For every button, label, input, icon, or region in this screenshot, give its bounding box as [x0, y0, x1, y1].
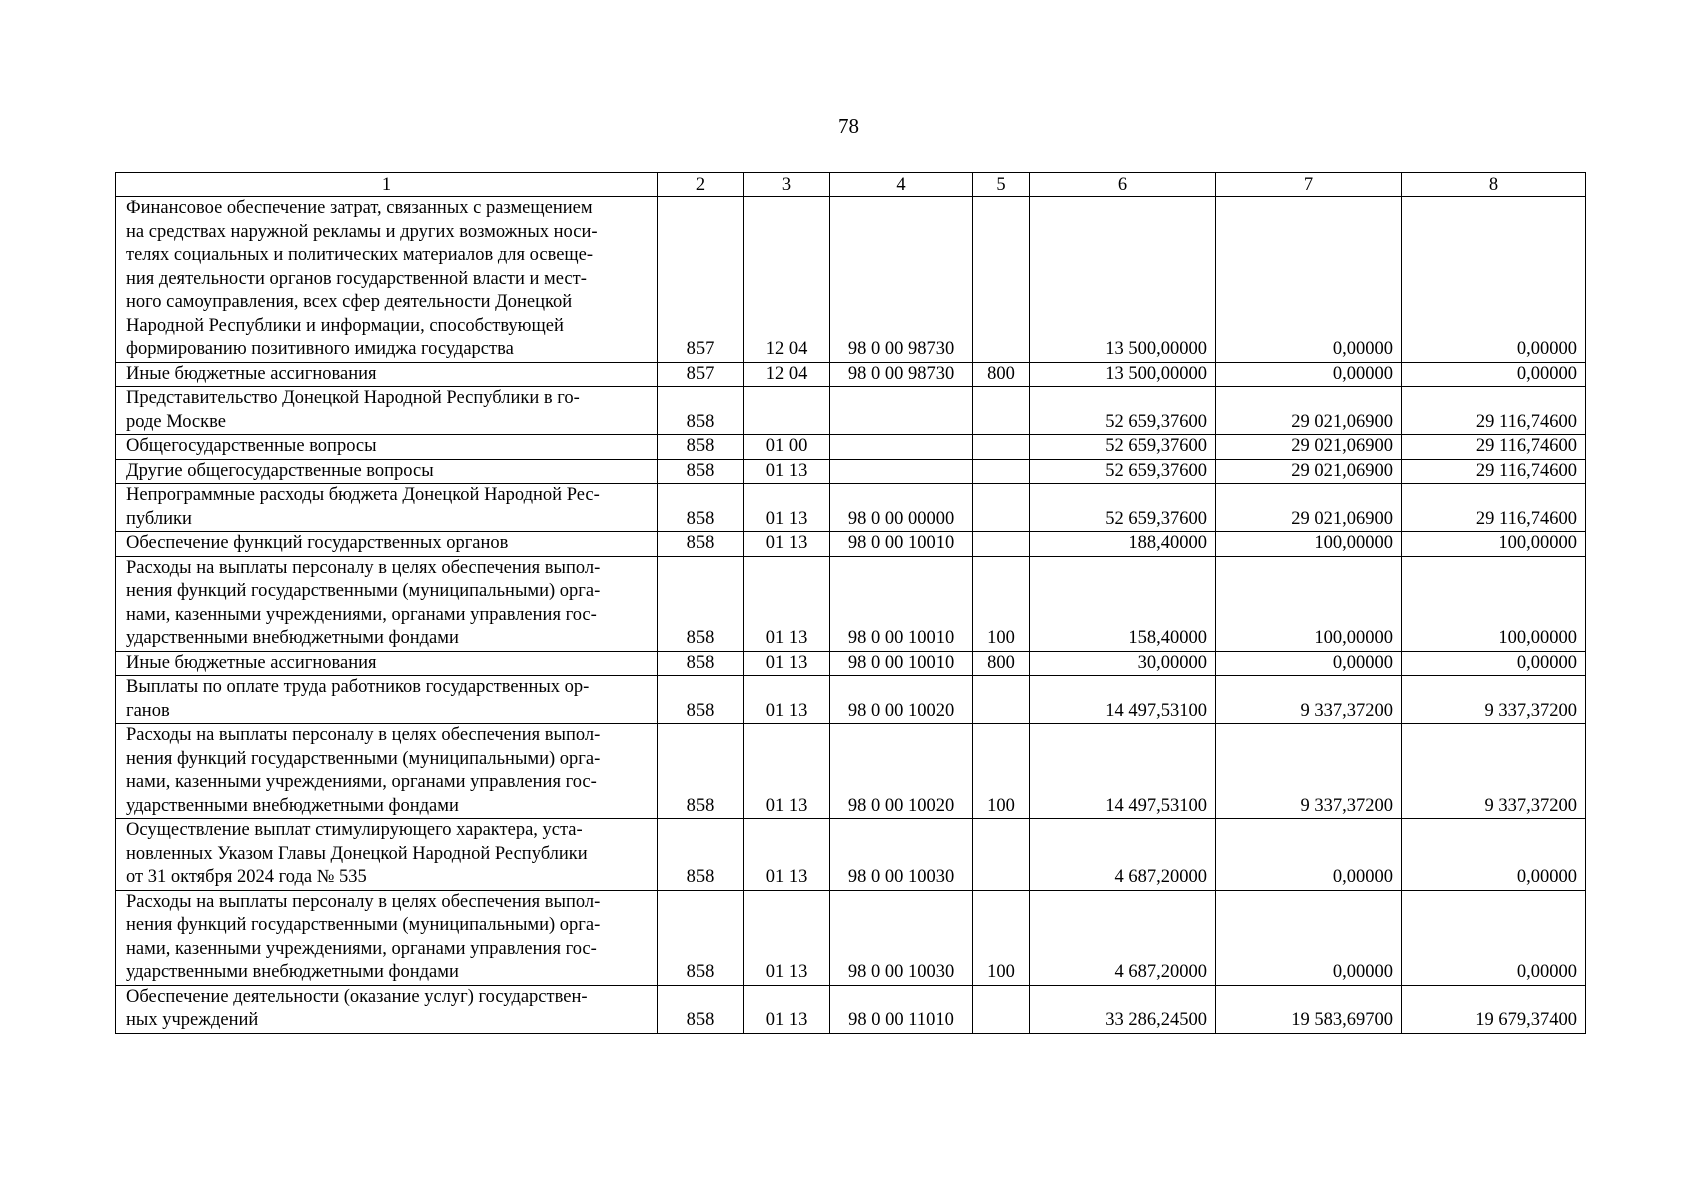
column-header: 5: [973, 173, 1030, 197]
section-code-cell: 01 13: [744, 890, 830, 985]
amount-col6-cell: 13 500,00000: [1030, 197, 1216, 363]
amount-col7-cell: 9 337,37200: [1216, 676, 1402, 724]
amount-col8-cell: 19 679,37400: [1402, 985, 1586, 1033]
target-article-cell: [830, 387, 973, 435]
table-row: [116, 387, 1586, 435]
expense-name-cell: Осуществление выплат стимулирующего характера, уста- новленных Указом Главы Донецкой Народной Республики от 31 октября 2024 года № 535: [116, 819, 658, 891]
amount-col8-cell: 0,00000: [1402, 197, 1586, 363]
table-row: [116, 985, 1586, 1033]
expense-name-cell: Другие общегосударственные вопросы: [116, 459, 658, 484]
expense-type-cell: 100: [973, 724, 1030, 819]
amount-col7-cell: 0,00000: [1216, 651, 1402, 676]
amount-col6-cell: 14 497,53100: [1030, 676, 1216, 724]
column-header: 4: [830, 173, 973, 197]
target-article-cell: 98 0 00 10030: [830, 890, 973, 985]
ministry-code-cell: 858: [658, 819, 744, 891]
amount-col7-cell: 29 021,06900: [1216, 435, 1402, 460]
expense-type-cell: [973, 435, 1030, 460]
target-article-cell: 98 0 00 10030: [830, 819, 973, 891]
expense-type-cell: 100: [973, 556, 1030, 651]
ministry-code-cell: 858: [658, 556, 744, 651]
ministry-code-cell: 857: [658, 362, 744, 387]
amount-col8-cell: 0,00000: [1402, 651, 1586, 676]
amount-col8-cell: 9 337,37200: [1402, 676, 1586, 724]
ministry-code-cell: 858: [658, 435, 744, 460]
amount-col7-cell: 9 337,37200: [1216, 724, 1402, 819]
expense-type-cell: [973, 532, 1030, 557]
table-row: [116, 890, 1586, 985]
expense-type-cell: [973, 197, 1030, 363]
section-code-cell: 01 13: [744, 556, 830, 651]
target-article-cell: 98 0 00 10020: [830, 724, 973, 819]
amount-col7-cell: 29 021,06900: [1216, 484, 1402, 532]
amount-col7-cell: 100,00000: [1216, 532, 1402, 557]
amount-col6-cell: 30,00000: [1030, 651, 1216, 676]
amount-col8-cell: 100,00000: [1402, 532, 1586, 557]
column-header: 6: [1030, 173, 1216, 197]
amount-col6-cell: 14 497,53100: [1030, 724, 1216, 819]
section-code-cell: 01 13: [744, 985, 830, 1033]
target-article-cell: 98 0 00 10020: [830, 676, 973, 724]
amount-col6-cell: 52 659,37600: [1030, 387, 1216, 435]
amount-col8-cell: 29 116,74600: [1402, 435, 1586, 460]
table-row: [116, 819, 1586, 891]
expense-type-cell: 100: [973, 890, 1030, 985]
amount-col8-cell: 0,00000: [1402, 819, 1586, 891]
amount-col7-cell: 0,00000: [1216, 819, 1402, 891]
section-code-cell: 01 00: [744, 435, 830, 460]
ministry-code-cell: 857: [658, 197, 744, 363]
target-article-cell: 98 0 00 98730: [830, 197, 973, 363]
table-row: [116, 362, 1586, 387]
target-article-cell: 98 0 00 11010: [830, 985, 973, 1033]
target-article-cell: 98 0 00 10010: [830, 556, 973, 651]
amount-col6-cell: 52 659,37600: [1030, 435, 1216, 460]
column-header: 1: [116, 173, 658, 197]
expense-type-cell: [973, 985, 1030, 1033]
amount-col7-cell: 100,00000: [1216, 556, 1402, 651]
expense-name-cell: Представительство Донецкой Народной Республики в го- роде Москве: [116, 387, 658, 435]
amount-col6-cell: 4 687,20000: [1030, 819, 1216, 891]
expense-name-cell: Непрограммные расходы бюджета Донецкой Народной Рес- публики: [116, 484, 658, 532]
table-row: [116, 484, 1586, 532]
ministry-code-cell: 858: [658, 890, 744, 985]
amount-col7-cell: 0,00000: [1216, 197, 1402, 363]
ministry-code-cell: 858: [658, 532, 744, 557]
expense-type-cell: 800: [973, 362, 1030, 387]
amount-col8-cell: 9 337,37200: [1402, 724, 1586, 819]
amount-col8-cell: 100,00000: [1402, 556, 1586, 651]
target-article-cell: 98 0 00 10010: [830, 651, 973, 676]
amount-col7-cell: 29 021,06900: [1216, 459, 1402, 484]
target-article-cell: 98 0 00 10010: [830, 532, 973, 557]
ministry-code-cell: 858: [658, 459, 744, 484]
amount-col6-cell: 52 659,37600: [1030, 484, 1216, 532]
table-row: [116, 532, 1586, 557]
expense-type-cell: [973, 484, 1030, 532]
header-row: [116, 173, 1586, 197]
section-code-cell: 01 13: [744, 459, 830, 484]
target-article-cell: [830, 435, 973, 460]
amount-col7-cell: 0,00000: [1216, 890, 1402, 985]
table-row: [116, 197, 1586, 363]
target-article-cell: 98 0 00 00000: [830, 484, 973, 532]
expense-name-cell: Обеспечение деятельности (оказание услуг) государствен- ных учреждений: [116, 985, 658, 1033]
expense-type-cell: [973, 387, 1030, 435]
expense-name-cell: Расходы на выплаты персоналу в целях обеспечения выпол- нения функций государственными (муниципальными) орга- нами, казенными учреждениями, органами управления гос- ударственными внебюджетными фондами: [116, 890, 658, 985]
expense-type-cell: 800: [973, 651, 1030, 676]
amount-col6-cell: 33 286,24500: [1030, 985, 1216, 1033]
table-row: [116, 556, 1586, 651]
ministry-code-cell: 858: [658, 387, 744, 435]
amount-col8-cell: 29 116,74600: [1402, 459, 1586, 484]
section-code-cell: 01 13: [744, 651, 830, 676]
expense-name-cell: Иные бюджетные ассигнования: [116, 651, 658, 676]
amount-col7-cell: 29 021,06900: [1216, 387, 1402, 435]
section-code-cell: [744, 387, 830, 435]
ministry-code-cell: 858: [658, 985, 744, 1033]
table-row: [116, 435, 1586, 460]
amount-col6-cell: 52 659,37600: [1030, 459, 1216, 484]
column-header: 2: [658, 173, 744, 197]
section-code-cell: 01 13: [744, 676, 830, 724]
expense-name-cell: Обеспечение функций государственных органов: [116, 532, 658, 557]
expense-name-cell: Финансовое обеспечение затрат, связанных с размещением на средствах наружной рекламы и других возможных носи- телях социальных и политических материалов для освеще- ния деятельности органов государственной власти и мест- ного самоуправления, всех сфер деятельности Донецкой Народной Республики и информации, способствующей формированию позитивного имиджа государства: [116, 197, 658, 363]
expense-name-cell: Выплаты по оплате труда работников государственных ор- ганов: [116, 676, 658, 724]
section-code-cell: 01 13: [744, 484, 830, 532]
ministry-code-cell: 858: [658, 724, 744, 819]
expense-name-cell: Иные бюджетные ассигнования: [116, 362, 658, 387]
amount-col7-cell: 19 583,69700: [1216, 985, 1402, 1033]
page-number: 78: [838, 114, 859, 138]
budget-table: [115, 172, 1586, 1034]
table-row: [116, 651, 1586, 676]
table-row: [116, 676, 1586, 724]
amount-col6-cell: 188,40000: [1030, 532, 1216, 557]
expense-type-cell: [973, 819, 1030, 891]
amount-col8-cell: 29 116,74600: [1402, 484, 1586, 532]
section-code-cell: 12 04: [744, 197, 830, 363]
amount-col7-cell: 0,00000: [1216, 362, 1402, 387]
expense-name-cell: Расходы на выплаты персоналу в целях обеспечения выпол- нения функций государственными (муниципальными) орга- нами, казенными учреждениями, органами управления гос- ударственными внебюджетными фондами: [116, 556, 658, 651]
ministry-code-cell: 858: [658, 484, 744, 532]
table-row: [116, 724, 1586, 819]
column-header: 8: [1402, 173, 1586, 197]
amount-col6-cell: 13 500,00000: [1030, 362, 1216, 387]
expense-type-cell: [973, 459, 1030, 484]
amount-col6-cell: 158,40000: [1030, 556, 1216, 651]
amount-col8-cell: 0,00000: [1402, 890, 1586, 985]
section-code-cell: 01 13: [744, 819, 830, 891]
ministry-code-cell: 858: [658, 676, 744, 724]
amount-col8-cell: 29 116,74600: [1402, 387, 1586, 435]
ministry-code-cell: 858: [658, 651, 744, 676]
amount-col8-cell: 0,00000: [1402, 362, 1586, 387]
table-row: [116, 459, 1586, 484]
target-article-cell: 98 0 00 98730: [830, 362, 973, 387]
expense-name-cell: Расходы на выплаты персоналу в целях обеспечения выпол- нения функций государственными (муниципальными) орга- нами, казенными учреждениями, органами управления гос- ударственными внебюджетными фондами: [116, 724, 658, 819]
amount-col6-cell: 4 687,20000: [1030, 890, 1216, 985]
section-code-cell: 01 13: [744, 532, 830, 557]
section-code-cell: 01 13: [744, 724, 830, 819]
column-header: 3: [744, 173, 830, 197]
column-header: 7: [1216, 173, 1402, 197]
section-code-cell: 12 04: [744, 362, 830, 387]
expense-type-cell: [973, 676, 1030, 724]
expense-name-cell: Общегосударственные вопросы: [116, 435, 658, 460]
target-article-cell: [830, 459, 973, 484]
